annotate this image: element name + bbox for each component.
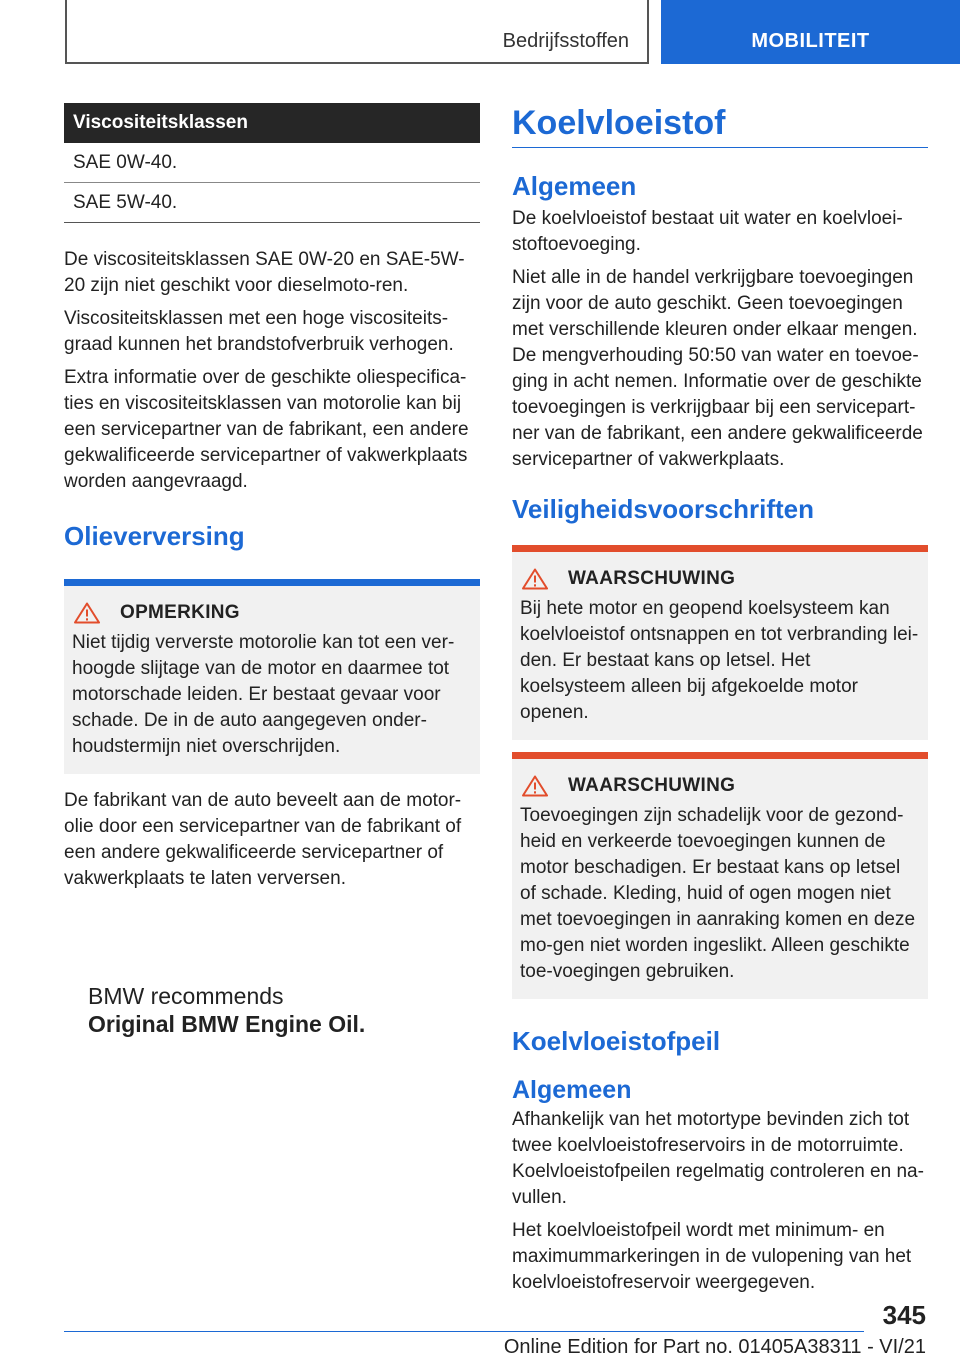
warning-title: WAARSCHUWING xyxy=(568,568,736,589)
advert-line-1: BMW recommends xyxy=(88,983,284,1009)
body-paragraph: De fabrikant van de auto beveelt aan de motor-olie door een servicepartner van de fabrikant of een andere gekwalificeerde servicepartner of vakwerkplaats te laten verversen. xyxy=(64,790,462,889)
body-paragraph: Niet alle in de handel verkrijgbare toevoegingen zijn voor de auto geschikt. Geen toevoegingen met verschillende kleuren onder elkaar mengen. De mengverhouding 50:50 van water en toevoe-ging in acht nemen. Informatie over de geschikte toevoegingen is verkrijgbaar bij een servicepart-ner van de fabrikant, een andere gekwalificeerde servicepartner of vakwerkplaats. xyxy=(512,267,923,470)
table-header: Viscositeitsklassen xyxy=(64,103,480,143)
page-number: 345 xyxy=(882,1300,926,1330)
body-paragraph: De viscositeitsklassen SAE 0W-20 en SAE-5W-20 zijn niet geschikt voor dieselmoto-ren. xyxy=(64,249,465,296)
warning-triangle-icon xyxy=(522,775,548,797)
body-paragraph: Het koelvloeistofpeil wordt met minimum- en maximummarkeringen in de vulopening van het koelvloeistofreservoir weergegeven. xyxy=(512,1220,912,1293)
warning-box xyxy=(512,545,928,740)
right-column xyxy=(512,103,928,1303)
advert-line-2: Original BMW Engine Oil. xyxy=(88,1011,366,1037)
header-section-box xyxy=(65,0,649,64)
subheading-general: Algemeen xyxy=(512,171,637,201)
body-paragraph: Extra informatie over de geschikte oliespecifica-ties en viscositeitsklassen van motorolie kan bij een servicepartner van de fabrikant, een andere gekwalificeerde servicepartner of vakwerkplaats worden aangevraagd. xyxy=(64,367,469,492)
warning-text: Toevoegingen zijn schadelijk voor de gezond-heid en verkeerde toevoegingen kunnen de motor beschadigen. Er bestaat kans op letsel of schade. Kleding, huid of ogen mogen niet met toevoegingen in aanraking komen en deze mo-gen niet worden ingeslikt. Alleen geschikte toe-voegingen gebruiken. xyxy=(520,805,916,982)
warning-triangle-icon xyxy=(522,568,548,590)
chapter-title-coolant: Koelvloeistof xyxy=(512,103,928,148)
header-section-title: Bedrijfsstoffen xyxy=(502,30,629,52)
section-heading-coolant-level: Koelvloeistofpeil xyxy=(512,1026,721,1056)
warning-title-row xyxy=(520,568,920,590)
warning-box xyxy=(512,752,928,999)
warning-triangle-icon xyxy=(74,602,100,624)
notice-title: OPMERKING xyxy=(120,602,240,623)
body-paragraph: Afhankelijk van het motortype bevinden zich tot twee koelvloeistofreservoirs in de motorruimte. Koelvloeistofpeilen regelmatig controleren en na-vullen. xyxy=(512,1109,924,1208)
table-row: SAE 5W-40. xyxy=(64,183,480,223)
header-chapter-label: MOBILITEIT xyxy=(751,30,870,52)
notice-box xyxy=(64,579,480,774)
subheading-level-general: Algemeen xyxy=(512,1076,632,1104)
body-paragraph: De koelvloeistof bestaat uit water en koelvloei-stoftoevoeging. xyxy=(512,208,903,255)
footer-divider xyxy=(64,1331,864,1332)
warning-title-row xyxy=(520,775,920,797)
notice-text: Niet tijdig ververste motorolie kan tot een ver-hoogde slijtage van de motor en daarmee tot motorschade leiden. Er bestaat gevaar voor schade. De in de auto aangegeven onder-houdstermijn niet overschrijden. xyxy=(72,632,455,757)
warning-text: Bij hete motor en geopend koelsysteem kan koelvloeistof ontsnappen en tot verbranding lei-den. Er bestaat kans op letsel. Het koelsysteem alleen bij afgekoelde motor openen. xyxy=(520,598,919,723)
table-row: SAE 0W-40. xyxy=(64,143,480,183)
notice-title-row xyxy=(72,602,472,624)
body-paragraph: Viscositeitsklassen met een hoge viscositeits-graad kunnen het brandstofverbruik verhogen. xyxy=(64,308,454,355)
bmw-oil-advert xyxy=(88,982,365,1038)
viscosity-table xyxy=(64,103,480,223)
warning-title: WAARSCHUWING xyxy=(568,775,736,796)
header-chapter-tab[interactable] xyxy=(661,0,960,64)
section-heading-oil-change: Olieverversing xyxy=(64,521,245,551)
section-heading-safety: Veiligheidsvoorschriften xyxy=(512,494,814,524)
left-column xyxy=(64,103,480,899)
footer-edition: Online Edition for Part no. 01405A38311 - VI/21 xyxy=(503,1336,926,1358)
